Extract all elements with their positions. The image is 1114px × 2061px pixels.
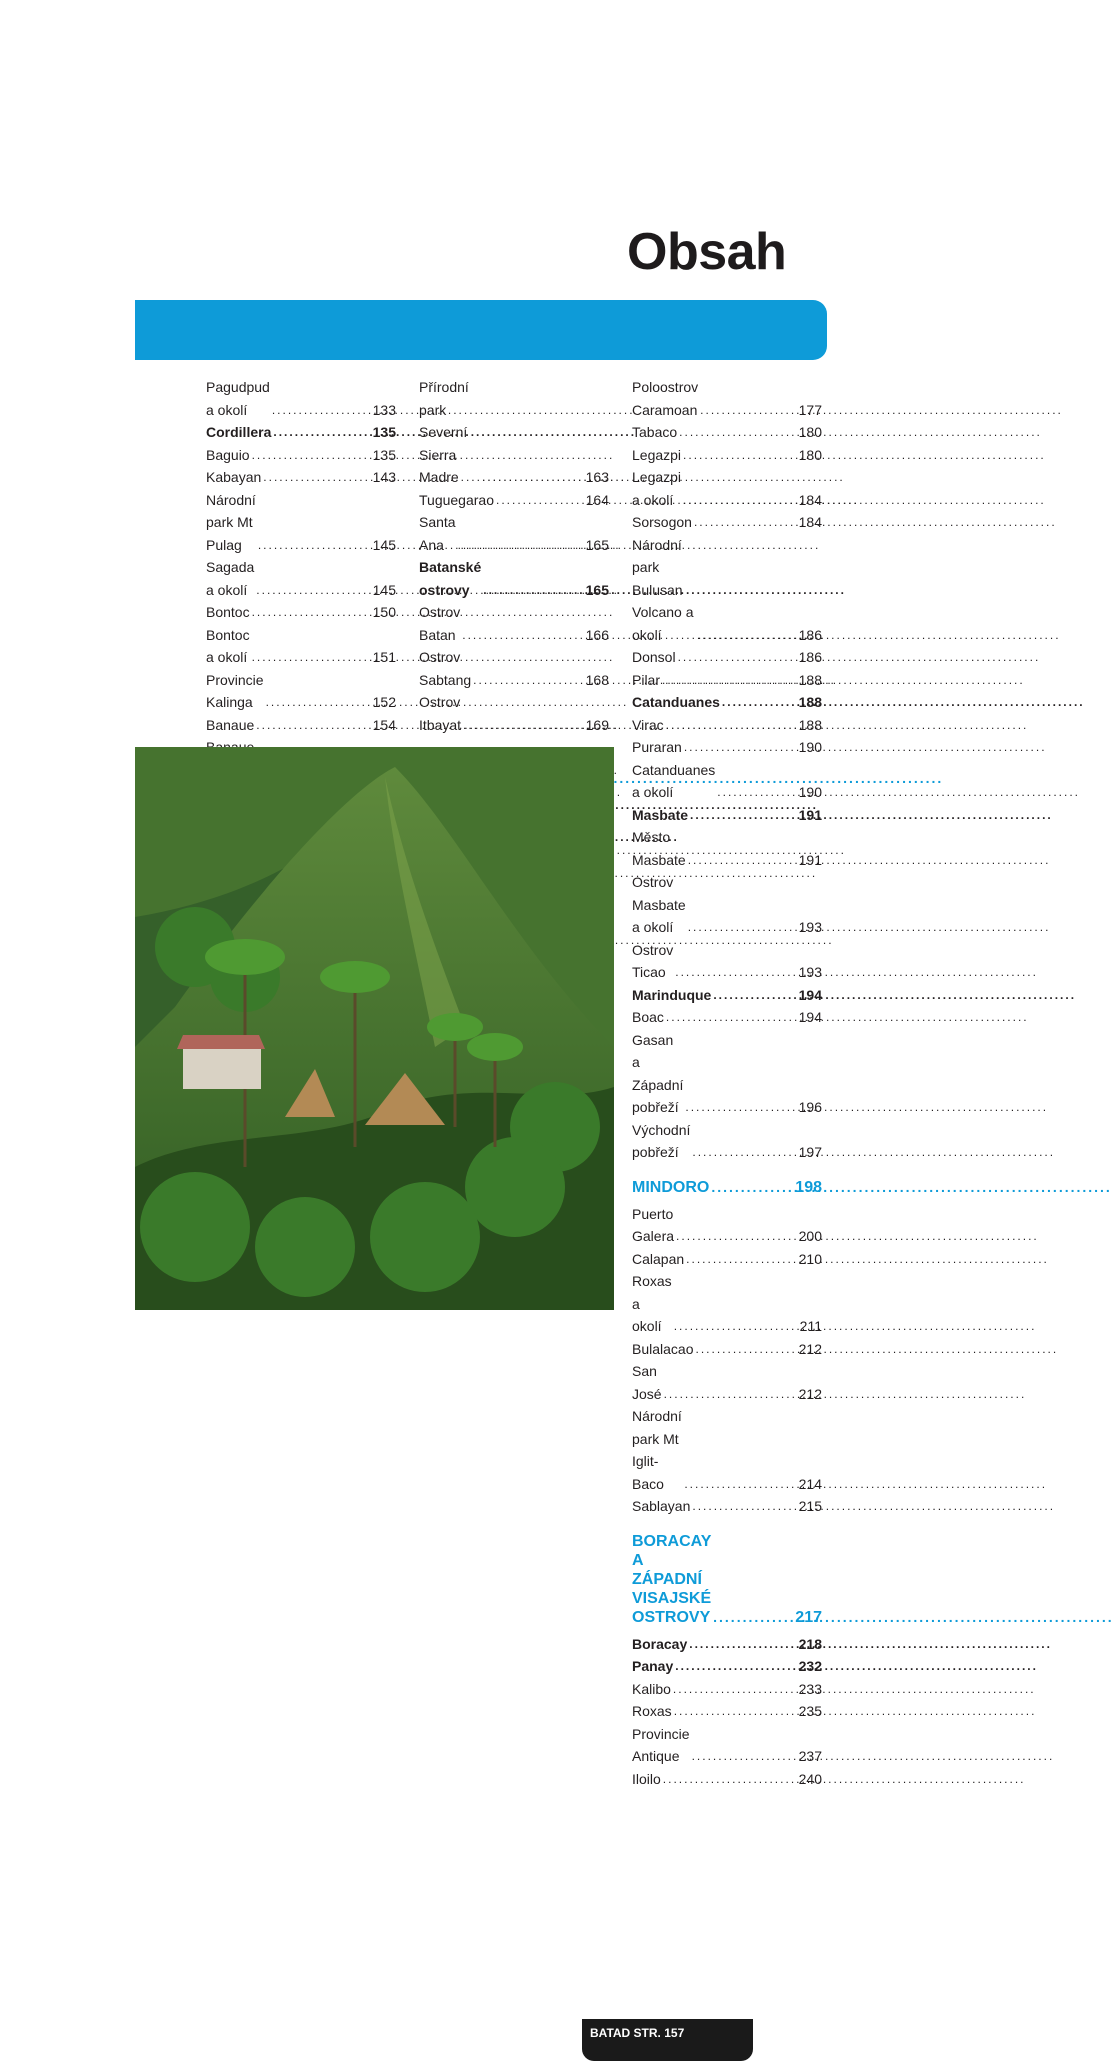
toc-entry bbox=[632, 1678, 822, 1701]
toc-page-number: 184 bbox=[798, 514, 822, 530]
toc-entry-title: Calapan bbox=[632, 1250, 685, 1267]
toc-entry-title: Poloostrov Caramoan bbox=[632, 379, 699, 418]
toc-leader-dots bbox=[458, 534, 584, 557]
toc-entry-title: MINDORO bbox=[632, 1178, 710, 1196]
toc-entry-title: Puraran bbox=[632, 739, 682, 755]
toc-page-number: 151 bbox=[372, 649, 396, 665]
toc-page-number: 193 bbox=[798, 919, 822, 935]
toc-page-number: 240 bbox=[798, 1770, 822, 1787]
toc-leader-dots bbox=[686, 1248, 796, 1271]
toc-entry bbox=[632, 826, 822, 871]
toc-leader-dots bbox=[713, 984, 796, 1007]
toc-entry bbox=[632, 871, 822, 939]
toc-page-number: 184 bbox=[798, 491, 822, 508]
toc-leader-dots bbox=[496, 489, 584, 512]
toc-leader-dots bbox=[690, 804, 797, 827]
toc-page-number: 200 bbox=[798, 1228, 822, 1244]
toc-leader-dots bbox=[692, 1141, 796, 1164]
toc-entry-title: Masbate bbox=[632, 806, 689, 823]
toc-entry-title: Přírodní park Severní Sierra Madre bbox=[419, 379, 469, 485]
toc-leader-dots bbox=[711, 1178, 793, 1197]
toc-leader-dots bbox=[692, 1495, 796, 1518]
toc-page-number: 143 bbox=[372, 469, 396, 485]
toc-page-number: 212 bbox=[798, 1385, 822, 1402]
toc-entry-title: Cordillera bbox=[206, 424, 272, 440]
toc-leader-dots bbox=[683, 489, 797, 512]
toc-entry bbox=[206, 489, 396, 557]
toc-page-number: 194 bbox=[798, 986, 822, 1003]
toc-entry bbox=[632, 1768, 822, 1791]
toc-entry-title: Národní park Mt Iglit-Baco bbox=[632, 1408, 682, 1492]
toc-entry bbox=[632, 1700, 822, 1723]
toc-leader-dots bbox=[483, 579, 583, 602]
toc-entry-title: Ostrov Sabtang bbox=[419, 649, 472, 688]
toc-entry-title: Sablayan bbox=[632, 1498, 691, 1514]
toc-entry-title: Bontoc a okolí bbox=[206, 626, 250, 665]
toc-leader-dots bbox=[688, 916, 797, 939]
toc-entry-title: Tuguegarao bbox=[419, 491, 494, 508]
toc-entry-title: Legazpi bbox=[632, 446, 682, 463]
toc-leader-dots bbox=[685, 1096, 796, 1119]
page-title: Obsah bbox=[627, 223, 787, 281]
toc-entry-title: Kabayan bbox=[206, 469, 262, 485]
header-band bbox=[135, 300, 827, 360]
toc-leader-dots bbox=[252, 444, 371, 467]
toc-leader-dots bbox=[256, 579, 370, 602]
toc-page-number: 237 bbox=[798, 1748, 822, 1764]
toc-page-number: 165 bbox=[585, 581, 609, 598]
toc-page-number: 218 bbox=[798, 1635, 822, 1652]
toc-leader-dots bbox=[675, 1655, 796, 1678]
toc-entry bbox=[632, 1633, 822, 1656]
toc-page-number: 232 bbox=[798, 1658, 822, 1674]
toc-page-number: 135 bbox=[372, 424, 396, 440]
toc-entry bbox=[419, 489, 609, 512]
toc-page-number: 196 bbox=[798, 1099, 822, 1115]
toc-page-number: 180 bbox=[798, 424, 822, 440]
toc-entry-title: Sagada a okolí bbox=[206, 559, 255, 598]
toc-entry-title: Legazpi a okolí bbox=[632, 469, 682, 508]
toc-entry-title: Panay bbox=[632, 1658, 674, 1674]
toc-entry bbox=[632, 984, 822, 1007]
toc-entry-title: Národní park Mt Pulag bbox=[206, 491, 256, 553]
toc-entry bbox=[632, 669, 822, 692]
toc-page-number: 190 bbox=[798, 739, 822, 755]
toc-leader-dots bbox=[662, 669, 797, 692]
toc-leader-dots bbox=[272, 399, 371, 422]
toc-page-number: 211 bbox=[799, 1318, 822, 1334]
toc-entry bbox=[632, 1360, 822, 1405]
toc-page-number: 186 bbox=[798, 626, 822, 643]
toc-page-number: 145 bbox=[372, 581, 396, 598]
toc-leader-dots bbox=[463, 714, 584, 737]
toc-entry bbox=[419, 511, 609, 556]
toc-page-number: 188 bbox=[798, 716, 822, 733]
toc-entry-title: Provincie Kalinga bbox=[206, 671, 264, 710]
toc-entry-title: Bontoc bbox=[206, 604, 250, 620]
toc-entry bbox=[632, 376, 822, 421]
toc-leader-dots bbox=[673, 1678, 797, 1701]
toc-page-number: 168 bbox=[585, 671, 609, 688]
toc-entry bbox=[632, 1723, 822, 1768]
toc-entry-title: Catanduanes bbox=[632, 694, 720, 710]
toc-entry bbox=[206, 624, 396, 669]
toc-page-number: 163 bbox=[585, 469, 609, 485]
toc-entry-title: Roxas a okolí bbox=[632, 1273, 672, 1334]
toc-entry bbox=[632, 1248, 822, 1271]
toc-entry-title: Ostrov Ticao bbox=[632, 941, 674, 980]
toc-page-number: 135 bbox=[372, 446, 396, 463]
toc-entry bbox=[632, 804, 822, 827]
toc-leader-dots bbox=[666, 714, 797, 737]
toc-section-heading bbox=[632, 1532, 822, 1627]
toc-entry-title: Santa Ana bbox=[419, 514, 456, 553]
toc-leader-dots bbox=[688, 849, 797, 872]
toc-entry-title: Gasan a Západní pobřeží bbox=[632, 1031, 684, 1115]
toc-page-number: 180 bbox=[798, 446, 822, 463]
toc-page-number: 169 bbox=[585, 716, 609, 733]
toc-entry bbox=[632, 939, 822, 984]
toc-entry bbox=[206, 556, 396, 601]
toc-leader-dots bbox=[689, 1633, 796, 1656]
toc-column-3 bbox=[632, 376, 822, 1790]
jungle-illustration bbox=[135, 747, 614, 1310]
toc-entry bbox=[632, 1338, 822, 1361]
toc-entry-title: Východní pobřeží bbox=[632, 1121, 691, 1160]
toc-entry-title: Iloilo bbox=[632, 1770, 661, 1787]
toc-leader-dots bbox=[462, 624, 583, 647]
toc-page-number: 214 bbox=[798, 1475, 822, 1492]
toc-page-number: 194 bbox=[798, 1009, 822, 1025]
toc-entry bbox=[632, 1203, 822, 1248]
toc-entry bbox=[419, 646, 609, 691]
toc-entry bbox=[206, 376, 396, 421]
toc-page-number: 198 bbox=[795, 1178, 822, 1196]
toc-entry bbox=[632, 714, 822, 737]
toc-entry-title: Pilar bbox=[632, 671, 661, 688]
toc-leader-dots bbox=[684, 736, 797, 759]
toc-page-number: 150 bbox=[372, 604, 396, 620]
toc-leader-dots bbox=[694, 511, 797, 534]
toc-page-number: 235 bbox=[798, 1703, 822, 1719]
toc-leader-dots bbox=[252, 601, 371, 624]
toc-entry-title: Batanské ostrovy bbox=[419, 559, 482, 598]
toc-leader-dots bbox=[683, 444, 797, 467]
toc-page-number: 233 bbox=[798, 1680, 822, 1697]
toc-entry-title: Kalibo bbox=[632, 1680, 671, 1697]
toc-entry-title: Tabaco bbox=[632, 424, 678, 440]
toc-entry bbox=[206, 601, 396, 624]
toc-leader-dots bbox=[717, 781, 796, 804]
toc-entry bbox=[419, 601, 609, 646]
toc-entry bbox=[632, 1495, 822, 1518]
toc-entry bbox=[419, 556, 609, 601]
toc-entry-title: Donsol bbox=[632, 649, 676, 665]
toc-leader-dots bbox=[700, 399, 796, 422]
toc-leader-dots bbox=[674, 1700, 797, 1723]
toc-page-number: 154 bbox=[372, 716, 396, 733]
toc-entry bbox=[632, 421, 822, 444]
toc-entry bbox=[419, 691, 609, 736]
toc-page-number: 191 bbox=[798, 806, 822, 823]
toc-entry-title: BORACAY A ZÁPADNÍ VISAJSKÉ OSTROVY bbox=[632, 1532, 712, 1626]
toc-leader-dots bbox=[696, 1338, 797, 1361]
toc-leader-dots bbox=[676, 1225, 797, 1248]
toc-leader-dots bbox=[678, 646, 797, 669]
toc-leader-dots bbox=[252, 646, 371, 669]
toc-entry-title: Město Masbate bbox=[632, 829, 686, 868]
toc-entry-title: Virac bbox=[632, 716, 664, 733]
toc-entry bbox=[632, 1029, 822, 1119]
toc-entry bbox=[206, 444, 396, 467]
toc-entry-title: San José bbox=[632, 1363, 662, 1402]
toc-page-number: 152 bbox=[372, 694, 396, 710]
toc-entry-title: Provincie Antique bbox=[632, 1725, 690, 1764]
toc-entry bbox=[632, 646, 822, 669]
toc-entry-title: Pagudpud a okolí bbox=[206, 379, 270, 418]
toc-entry-title: Sorsogon bbox=[632, 514, 692, 530]
toc-page-number: 188 bbox=[798, 671, 822, 688]
toc-entry-title: Catanduanes a okolí bbox=[632, 761, 716, 800]
toc-entry bbox=[632, 1119, 822, 1164]
toc-entry-title: Baguio bbox=[206, 446, 250, 463]
toc-entry bbox=[632, 1270, 822, 1338]
toc-leader-dots bbox=[674, 1315, 798, 1338]
toc-entry-title: Ostrov Batan bbox=[419, 604, 461, 643]
toc-page-number: 145 bbox=[372, 536, 396, 553]
toc-leader-dots bbox=[698, 624, 797, 647]
toc-entry-title: Roxas bbox=[632, 1703, 672, 1719]
toc-page-number: 197 bbox=[798, 1144, 822, 1160]
toc-leader-dots bbox=[263, 466, 370, 489]
toc-entry-title: Banaue bbox=[206, 716, 255, 733]
toc-entry bbox=[632, 444, 822, 467]
toc-leader-dots bbox=[692, 1745, 797, 1768]
toc-entry-title: Puerto Galera bbox=[632, 1205, 675, 1244]
toc-entry bbox=[632, 466, 822, 511]
toc-entry-title: Národní park Bulusan Volcano a okolí bbox=[632, 536, 694, 643]
toc-page-number: 188 bbox=[798, 694, 822, 710]
toc-leader-dots bbox=[482, 466, 584, 489]
toc-page-number: 177 bbox=[798, 401, 822, 418]
toc-entry bbox=[632, 1405, 822, 1495]
toc-entry bbox=[632, 534, 822, 647]
toc-leader-dots bbox=[666, 1006, 797, 1029]
toc-leader-dots bbox=[266, 691, 371, 714]
toc-page-number: 217 bbox=[795, 1608, 822, 1626]
toc-page-number: 166 bbox=[585, 626, 609, 643]
toc-page-number: 191 bbox=[798, 851, 822, 868]
toc-entry-title: Marinduque bbox=[632, 986, 712, 1003]
toc-leader-dots bbox=[258, 534, 371, 557]
toc-leader-dots bbox=[684, 1473, 796, 1496]
toc-entry bbox=[632, 1006, 822, 1029]
toc-leader-dots bbox=[664, 1383, 797, 1406]
toc-entry bbox=[206, 421, 396, 444]
toc-leader-dots bbox=[713, 1608, 793, 1627]
toc-entry bbox=[632, 1655, 822, 1678]
toc-leader-dots bbox=[273, 421, 370, 444]
toc-page-number: 215 bbox=[798, 1498, 822, 1514]
toc-entry-title: Boac bbox=[632, 1009, 664, 1025]
toc-page-number: 164 bbox=[585, 491, 609, 508]
toc-entry-title: Bulalacao bbox=[632, 1340, 694, 1357]
toc-leader-dots bbox=[663, 1768, 797, 1791]
toc-section-heading bbox=[632, 1178, 822, 1197]
photo-caption: BATAD STR. 157 bbox=[582, 2019, 753, 2061]
toc-entry bbox=[632, 736, 822, 759]
toc-leader-dots bbox=[679, 421, 796, 444]
toc-entry bbox=[419, 376, 609, 489]
toc-entry bbox=[206, 714, 396, 737]
toc-page-number: 133 bbox=[372, 401, 396, 418]
toc-page-number: 193 bbox=[798, 964, 822, 980]
toc-leader-dots bbox=[256, 714, 370, 737]
toc-leader-dots bbox=[473, 669, 583, 692]
toc-page-number: 165 bbox=[585, 536, 609, 553]
toc-entry-title: Ostrov Itbayat bbox=[419, 694, 462, 733]
toc-entry bbox=[632, 511, 822, 534]
toc-entry bbox=[206, 669, 396, 714]
toc-page-number: 186 bbox=[798, 649, 822, 665]
toc-entry bbox=[206, 466, 396, 489]
toc-entry-title: Boracay bbox=[632, 1635, 688, 1652]
toc-entry bbox=[632, 691, 822, 714]
toc-page-number: 190 bbox=[798, 784, 822, 800]
toc-entry-title: Ostrov Masbate a okolí bbox=[632, 874, 686, 935]
toc-entry bbox=[632, 759, 822, 804]
toc-leader-dots bbox=[722, 691, 797, 714]
toc-page-number: 212 bbox=[798, 1340, 822, 1357]
toc-page-number: 210 bbox=[798, 1250, 822, 1267]
toc-leader-dots bbox=[675, 961, 796, 984]
